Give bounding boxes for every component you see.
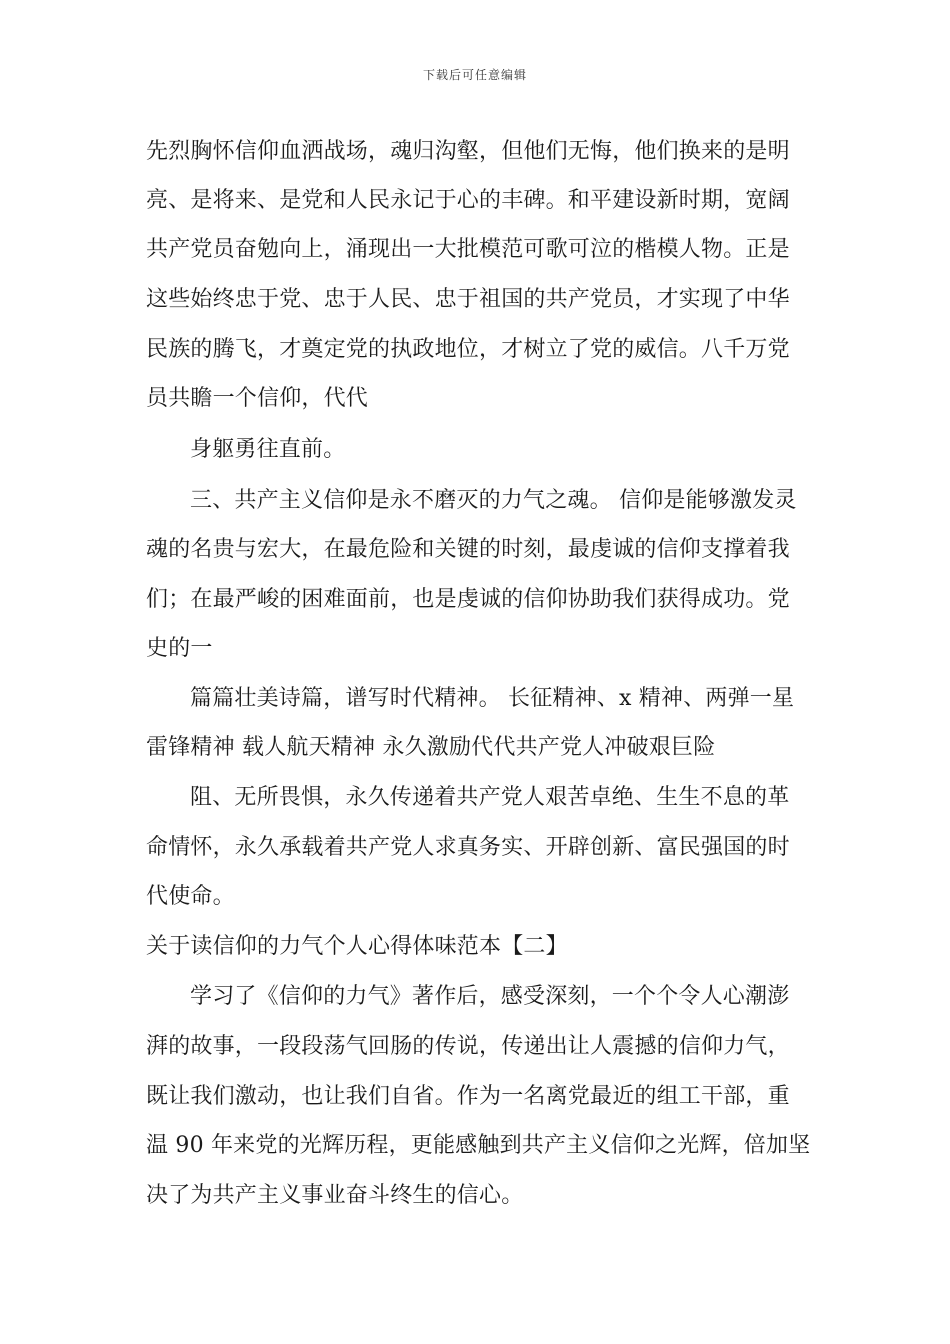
body-line: 决了为共产主义事业奋斗终生的信心。 — [146, 1183, 524, 1208]
section-heading-line: 三、共产主义信仰是永不磨灭的力气之魂。 信仰是能够激发灵 — [190, 488, 797, 513]
body-line: 身躯勇往直前。 — [190, 437, 346, 462]
body-line: 既让我们激动，也让我们自省。作为一名离党最近的组工干部，重 — [146, 1084, 790, 1109]
body-line: 亮、是将来、是党和人民永记于心的丰碑。和平建设新时期，宽阔 — [146, 188, 790, 213]
body-line: 代使命。 — [146, 884, 235, 909]
body-line: 们；在最严峻的困难面前，也是虔诚的信仰协助我们获得成功。党 — [146, 587, 790, 612]
body-line: 命情怀，永久承载着共产党人求真务实、开辟创新、富民强国的时 — [146, 835, 790, 860]
body-line: 阻、无所畏惧，永久传递着共产党人艰苦卓绝、生生不息的革 — [190, 785, 790, 810]
body-line: 先烈胸怀信仰血洒战场，魂归沟壑，但他们无悔，他们换来的是明 — [146, 139, 790, 164]
body-line: 魂的名贵与宏大，在最危险和关键的时刻，最虔诚的信仰支撑着我 — [146, 537, 790, 562]
body-line: 雷锋精神 载人航天精神 永久激励代代共产党人冲破艰巨险 — [146, 735, 716, 760]
article-title: 关于读信仰的力气个人心得体味范本【二】 — [146, 934, 568, 959]
body-line: 这些始终忠于党、忠于人民、忠于祖国的共产党员，才实现了中华 — [146, 287, 790, 312]
body-line: 民族的腾飞，才奠定党的执政地位，才树立了党的威信。八千万党 — [146, 337, 790, 362]
body-line: 学习了《信仰的力气》著作后，感受深刻，一个个令人心潮澎 — [190, 984, 790, 1009]
body-line: 温 90 年来党的光辉历程，更能感触到共产主义信仰之光辉，倍加坚 — [146, 1133, 811, 1158]
body-line: 史的一 — [146, 636, 213, 661]
body-line: 篇篇壮美诗篇，谱写时代精神。 长征精神、x 精神、两弹一星 — [190, 686, 795, 711]
body-line: 湃的故事，一段段荡气回肠的传说，传递出让人震撼的信仰力气， — [146, 1034, 790, 1059]
body-line: 员共瞻一个信仰，代代 — [146, 386, 369, 411]
body-line: 共产党员奋勉向上，涌现出一大批模范可歌可泣的楷模人物。正是 — [146, 237, 790, 262]
page-header: 下载后可任意编辑 — [422, 68, 527, 82]
